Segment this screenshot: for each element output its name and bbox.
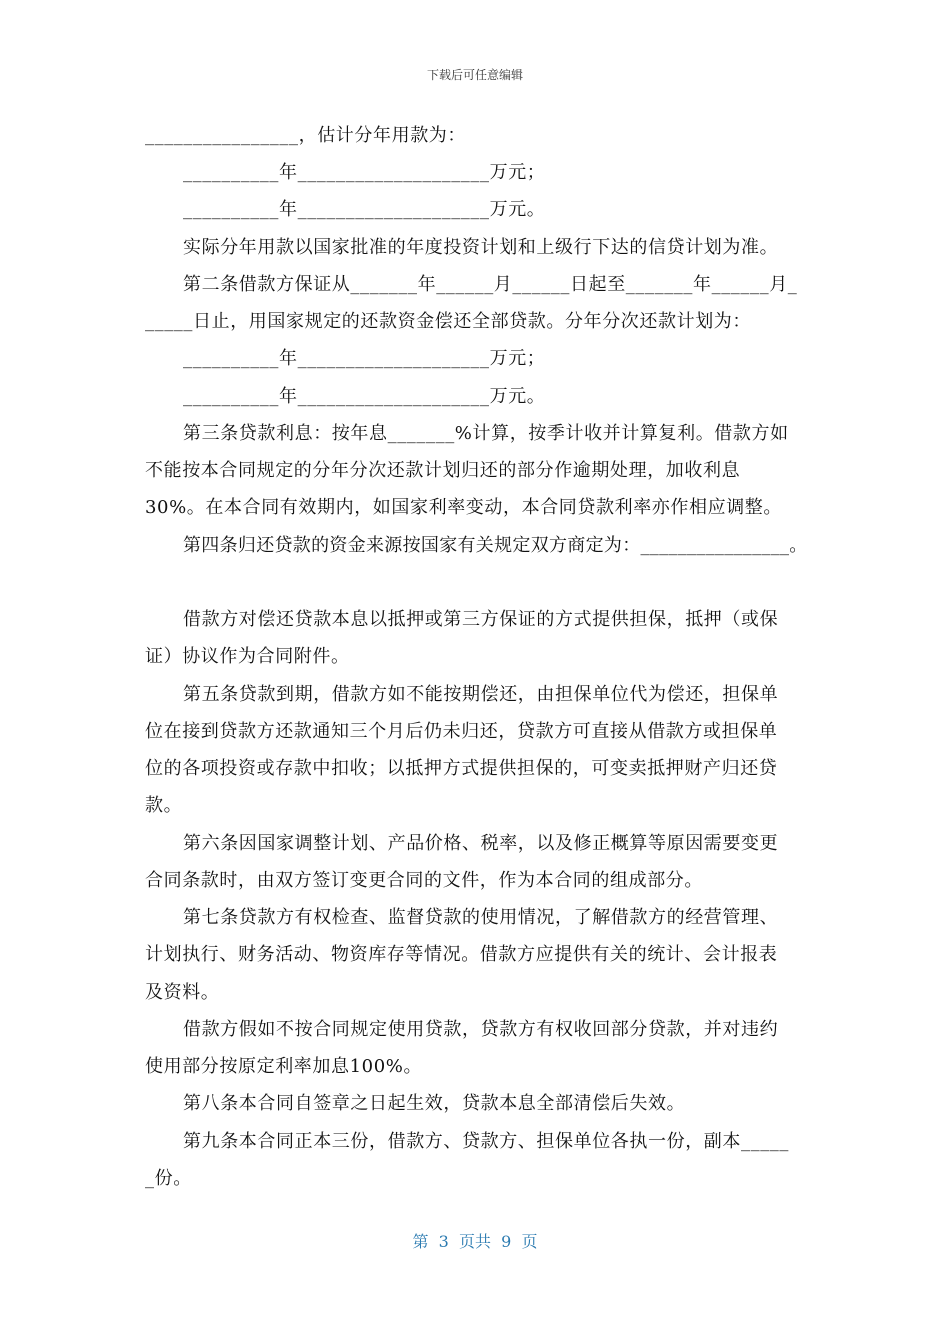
text-line: 30%。在本合同有效期内，如国家利率变动，本合同贷款利率亦作相应调整。 [145,497,783,518]
text-line: 计划执行、财务活动、物资库存等情况。借款方应提供有关的统计、会计报表 [145,944,778,965]
text-line: 第二条借款方保证从_______年______月______日起至_______年______月_ [183,274,798,295]
text-line: __________年____________________万元； [183,162,546,183]
page-header: 下载后可任意编辑 [426,68,523,82]
text-line: __________年____________________万元； [183,348,546,369]
text-line: 证）协议作为合同附件。 [145,646,350,667]
text-line: 借款方对偿还贷款本息以抵押或第三方保证的方式提供担保，抵押（或保 [183,609,779,630]
text-line: 不能按本合同规定的分年分次还款计划归还的部分作逾期处理，加收利息 [145,460,741,481]
text-line: 第四条归还贷款的资金来源按国家有关规定双方商定为：________________。 [183,535,808,556]
text-line: 位的各项投资或存款中扣收；以抵押方式提供担保的，可变卖抵押财产归还贷 [145,758,778,779]
text-line: 合同条款时，由双方签订变更合同的文件，作为本合同的组成部分。 [145,870,703,891]
text-line: 第五条贷款到期，借款方如不能按期偿还，由担保单位代为偿还，担保单 [183,684,779,705]
text-line: 实际分年用款以国家批准的年度投资计划和上级行下达的信贷计划为准。 [183,237,779,258]
text-line: __________年____________________万元。 [183,199,546,220]
text-line: 使用部分按原定利率加息100%。 [145,1056,423,1077]
text-line: _份。 [145,1168,192,1189]
text-line: 第七条贷款方有权检查、监督贷款的使用情况，了解借款方的经营管理、 [183,907,779,928]
text-line: 位在接到贷款方还款通知三个月后仍未归还，贷款方可直接从借款方或担保单 [145,721,778,742]
page-footer: 第 3 页共 9 页 [412,1232,538,1251]
text-line: 借款方假如不按合同规定使用贷款，贷款方有权收回部分贷款，并对违约 [183,1019,779,1040]
text-line: __________年____________________万元。 [183,386,546,407]
text-line: 及资料。 [145,982,220,1003]
text-line: 第六条因国家调整计划、产品价格、税率，以及修正概算等原因需要变更 [183,833,779,854]
text-line: 第三条贷款利息：按年息_______%计算，按季计收并计算复利。借款方如 [183,423,789,444]
text-line: 款。 [145,795,183,816]
text-line: ________________，估计分年用款为： [145,125,466,146]
text-line: 第八条本合同自签章之日起生效，贷款本息全部清偿后失效。 [183,1093,686,1114]
text-line: 第九条本合同正本三份，借款方、贷款方、担保单位各执一份，副本_____ [183,1131,789,1152]
text-line: _____日止，用国家规定的还款资金偿还全部贷款。分年分次还款计划为： [145,311,751,332]
